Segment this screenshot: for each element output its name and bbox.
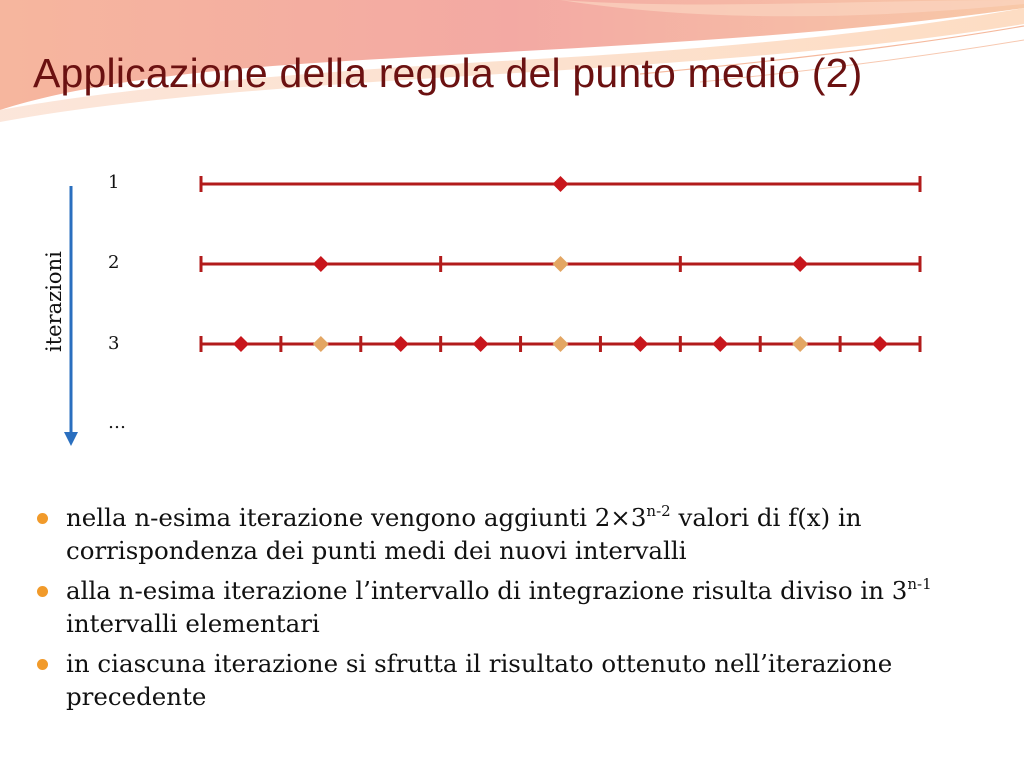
bullet-text-b: intervalli elementari [66, 609, 320, 638]
bullet-item [36, 647, 1006, 713]
row-label-3: 3 [108, 333, 120, 354]
bullet-text-b: valori di f(x) in corrispondenza dei punti medi dei nuovi intervalli [66, 503, 862, 565]
reused-midpoint-marker [792, 336, 808, 352]
new-midpoint-marker [792, 256, 808, 272]
new-midpoint-marker [233, 336, 249, 352]
bullet-item [36, 501, 1006, 567]
bullet-exponent: n-2 [646, 502, 671, 520]
reused-midpoint-marker [313, 336, 329, 352]
bullet-dot-icon [37, 659, 48, 670]
new-midpoint-marker [712, 336, 728, 352]
iterations-axis-text: iterazioni [42, 251, 66, 352]
row-label-1: 1 [108, 172, 120, 193]
row-label-2: 2 [108, 252, 120, 273]
bullet-item [36, 574, 1006, 640]
bullet-list [36, 501, 1006, 720]
new-midpoint-marker [473, 336, 489, 352]
new-midpoint-marker [313, 256, 329, 272]
bullet-dot-icon [37, 513, 48, 524]
new-midpoint-marker [872, 336, 888, 352]
bullet-text-a: nella n-esima iterazione vengono aggiunti 2×3 [66, 503, 647, 532]
bullet-dot-icon [37, 586, 48, 597]
row-label-ellipsis: … [108, 412, 126, 433]
bullet-exponent: n-1 [907, 575, 932, 593]
reused-midpoint-marker [553, 336, 569, 352]
iterations-arrow [64, 186, 78, 446]
new-midpoint-marker [553, 176, 569, 192]
bullet-text-a: in ciascuna iterazione si sfrutta il risultato ottenuto nell’iterazione precedente [66, 649, 893, 711]
slide-title: Applicazione della regola del punto medio (2) [33, 50, 863, 96]
new-midpoint-marker [393, 336, 409, 352]
new-midpoint-marker [632, 336, 648, 352]
bullet-text-a: alla n-esima iterazione l’intervallo di integrazione risulta diviso in 3 [66, 576, 908, 605]
reused-midpoint-marker [553, 256, 569, 272]
